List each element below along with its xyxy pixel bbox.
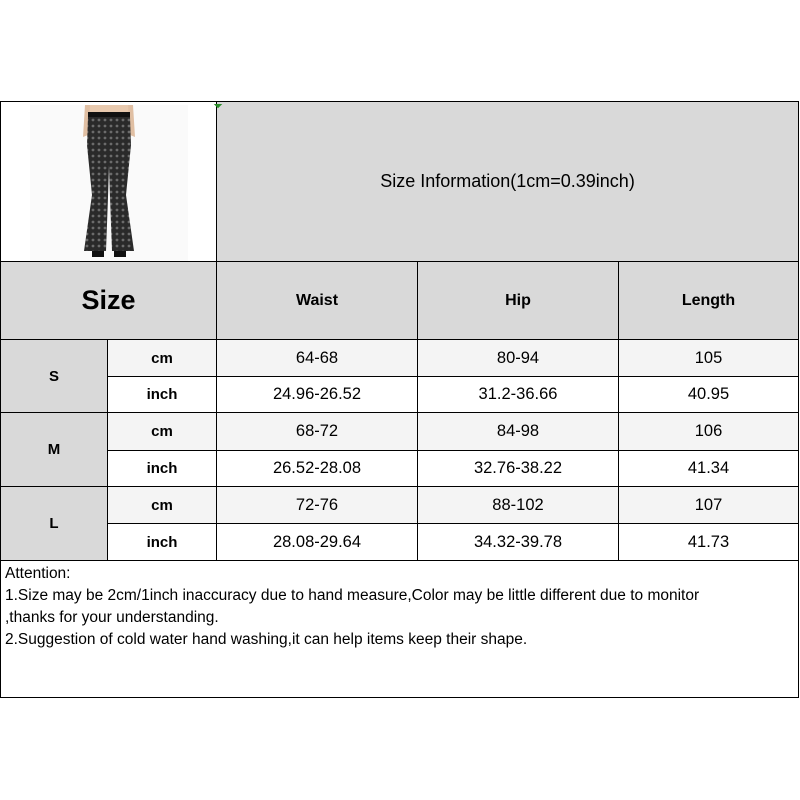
- table-cell: [417, 376, 619, 413]
- cell-value: 64-68: [295, 348, 339, 367]
- cell-value: 84-98: [496, 422, 540, 440]
- table-cell: [618, 486, 799, 524]
- cell-value: 26.52-28.08: [272, 459, 362, 477]
- cell-value: 80-94: [496, 348, 540, 367]
- size-label: L: [49, 515, 59, 532]
- cell-value: 31.2-36.66: [478, 385, 558, 403]
- cell-value: 41.34: [687, 459, 730, 477]
- hip-header: Hip: [505, 291, 531, 309]
- size-header-cell: [0, 261, 217, 340]
- table-cell: [417, 339, 619, 377]
- cell-value: 41.73: [687, 532, 730, 551]
- waist-header: Waist: [295, 291, 339, 309]
- size-label: M: [47, 441, 61, 458]
- cell-value: 106: [694, 422, 723, 440]
- cell-value: 107: [694, 495, 723, 514]
- note-line: 1.Size may be 2cm/1inch inaccuracy due to hand measure,Color may be little different due to monitor: [5, 587, 700, 604]
- cell-value: 24.96-26.52: [272, 385, 362, 403]
- hip-header-cell: [417, 261, 619, 340]
- waist-header-cell: [216, 261, 418, 340]
- notes-heading: Attention:: [5, 565, 71, 582]
- cell-value: 34.32-39.78: [473, 532, 563, 551]
- unit-label: inch: [146, 533, 178, 551]
- table-cell: [216, 376, 418, 413]
- unit-cm-cell: [107, 486, 217, 524]
- unit-label: inch: [146, 386, 178, 403]
- cell-value: 105: [694, 348, 723, 367]
- table-cell: [216, 486, 418, 524]
- cell-value: 88-102: [492, 495, 544, 514]
- unit-label: cm: [151, 496, 173, 514]
- cell-value: 32.76-38.22: [473, 459, 563, 477]
- unit-inch-cell: [107, 450, 217, 487]
- unit-cm-cell: [107, 339, 217, 377]
- table-cell: [216, 523, 418, 561]
- table-cell: [216, 412, 418, 451]
- table-cell: [417, 486, 619, 524]
- cell-value: 40.95: [687, 385, 730, 403]
- table-cell: [618, 376, 799, 413]
- table-cell: [417, 412, 619, 451]
- unit-label: cm: [151, 349, 173, 367]
- unit-label: cm: [151, 423, 173, 440]
- note-line: ,thanks for your understanding.: [5, 609, 219, 626]
- table-cell: [618, 339, 799, 377]
- table-cell: [417, 523, 619, 561]
- unit-label: inch: [146, 460, 178, 477]
- size-m-cell: [0, 412, 108, 487]
- title-cell: [216, 101, 799, 262]
- table-cell: [618, 412, 799, 451]
- unit-cm-cell: [107, 412, 217, 451]
- length-header-cell: [618, 261, 799, 340]
- product-photo-cell: [0, 101, 217, 262]
- table-cell: [618, 523, 799, 561]
- chart-title: Size Information(1cm=0.39inch): [380, 171, 635, 191]
- size-s-cell: [0, 339, 108, 413]
- table-cell: [216, 450, 418, 487]
- unit-inch-cell: [107, 376, 217, 413]
- cell-value: 68-72: [295, 422, 339, 440]
- length-header: Length: [681, 291, 736, 309]
- size-l-cell: [0, 486, 108, 561]
- table-cell: [417, 450, 619, 487]
- lace-pants-image: [30, 105, 188, 261]
- product-photo: [30, 105, 188, 261]
- attention-notes: [0, 560, 799, 698]
- size-header: Size: [81, 285, 136, 315]
- cell-value: 72-76: [295, 495, 339, 514]
- unit-inch-cell: [107, 523, 217, 561]
- table-cell: [216, 339, 418, 377]
- cell-value: 28.08-29.64: [272, 532, 362, 551]
- table-cell: [618, 450, 799, 487]
- size-label: S: [48, 367, 59, 385]
- note-line: 2.Suggestion of cold water hand washing,it can help items keep their shape.: [5, 631, 528, 648]
